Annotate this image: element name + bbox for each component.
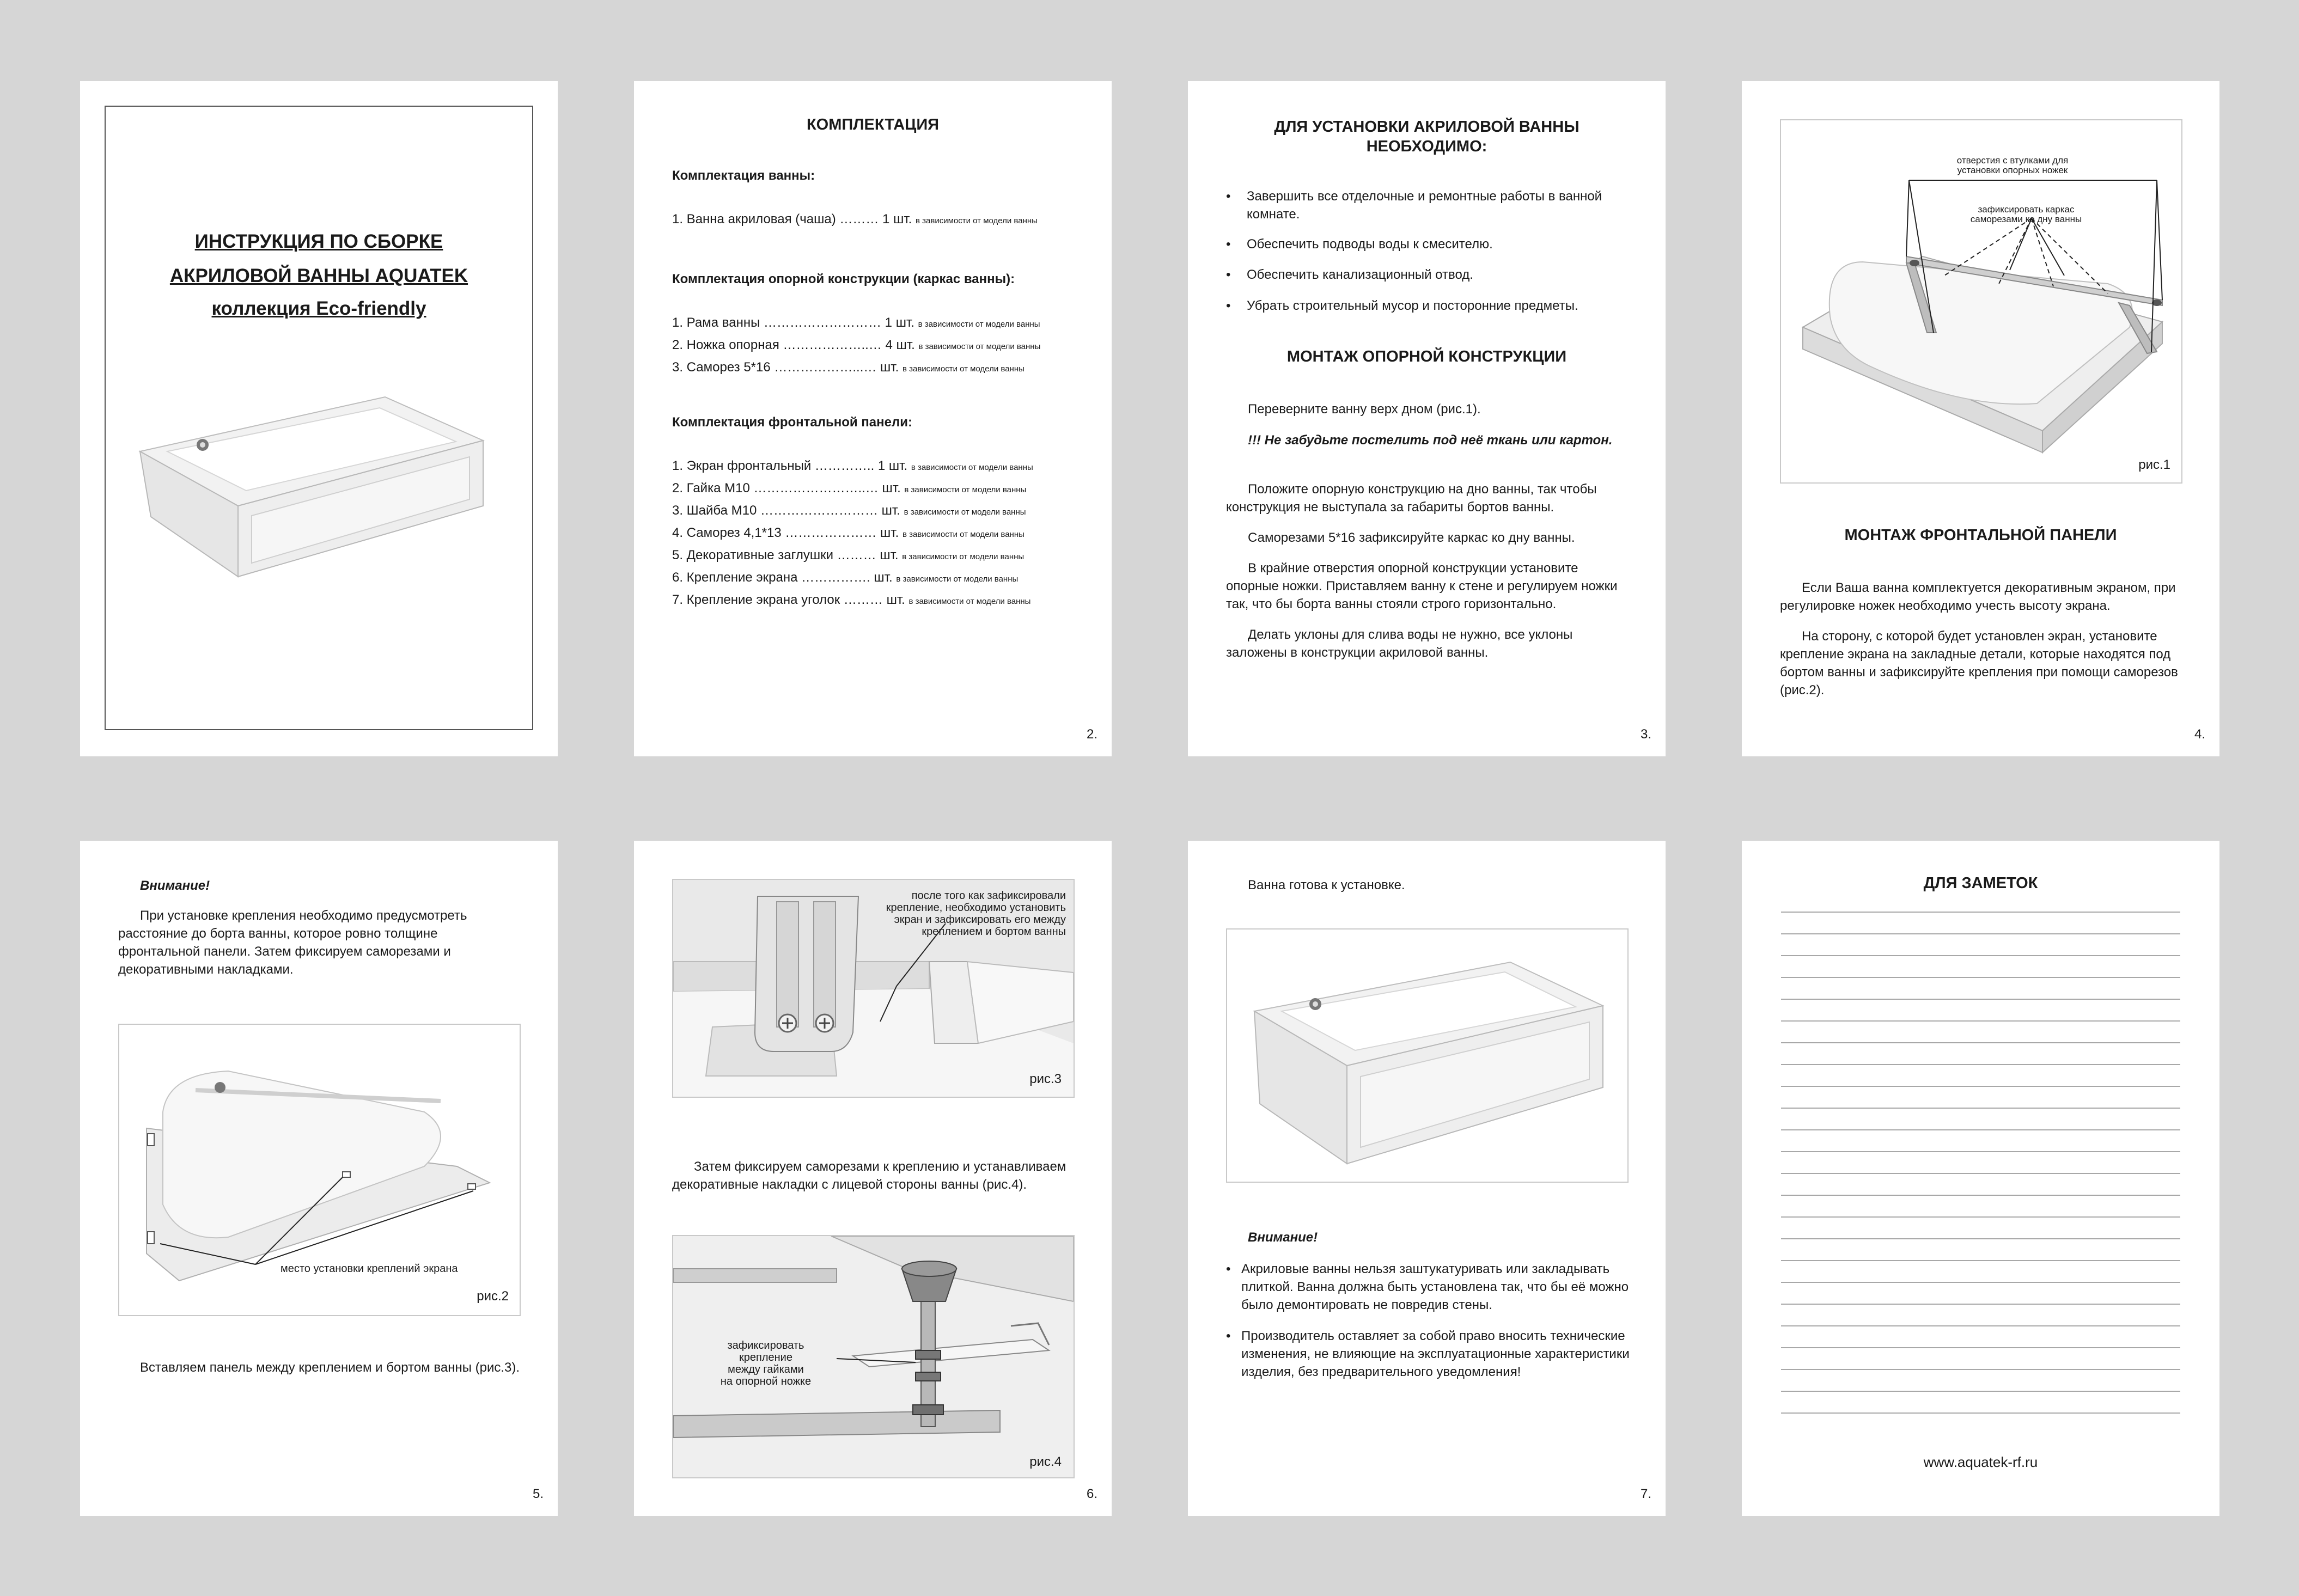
page-mounting: [80, 841, 558, 1516]
bathtub-illustration: [1227, 930, 1627, 1182]
front-panel-para-1: Если Ваша ванна комплектуется декоративным экраном, при регулировке ножек необходимо учесть высоту экрана.: [1780, 580, 2176, 613]
fig3-label: рис.3: [1029, 1072, 1062, 1086]
note-line: [1781, 1260, 2180, 1261]
fig1-label: рис.1: [2138, 457, 2170, 472]
kit-item: 1. Экран фронтальный ………….. 1 шт. в зависимости от модели ванны: [672, 458, 1033, 473]
kit-section-panel: Комплектация фронтальной панели:: [672, 415, 912, 430]
figure-ready-bathtub: [1226, 928, 1629, 1183]
note-line: [1781, 1238, 2180, 1239]
prep-title-1: ДЛЯ УСТАНОВКИ АКРИЛОВОЙ ВАННЫ: [1274, 118, 1580, 136]
support-warning: !!! Не забудьте постелить под неё ткань или картон.: [1248, 433, 1613, 448]
note-line: [1781, 1216, 2180, 1218]
ready-text: Ванна готова к установке.: [1248, 878, 1405, 892]
note-line: [1781, 1347, 2180, 1348]
kit-item: 2. Ножка опорная ………………..… 4 шт. в зависимости от модели ванны: [672, 338, 1041, 352]
website-link[interactable]: www.aquatek-rf.ru: [1923, 1454, 2038, 1470]
prep-bullet: • Обеспечить канализационный отвод.: [1226, 267, 1473, 282]
page-panel-fix: [634, 841, 1112, 1516]
note-line: [1781, 1391, 2180, 1392]
note-line: [1781, 999, 2180, 1000]
note-line: [1781, 1195, 2180, 1196]
kit-item: 1. Рама ванны ……………………… 1 шт. в зависимости от модели ванны: [672, 315, 1040, 330]
note-line: [1781, 933, 2180, 934]
note-line: [1781, 912, 2180, 913]
kit-item: 4. Саморез 4,1*13 ………………… шт. в зависимости от модели ванны: [672, 525, 1025, 540]
page-number: 2.: [1086, 727, 1097, 742]
note-line: [1781, 1064, 2180, 1065]
kit-item: 7. Крепление экрана уголок ……… шт. в зависимости от модели ванны: [672, 592, 1031, 607]
fig2-label: рис.2: [477, 1289, 509, 1304]
kit-section-bath: Комплектация ванны:: [672, 168, 815, 183]
support-para-5: Делать уклоны для слива воды не нужно, все уклоны заложены в конструкции акриловой ванны.: [1226, 627, 1573, 660]
warning-bullet: • Производитель оставляет за собой право вносить технические изменения, не влияющие на эксплуатационные характеристики изделия, без предварительного уведомления!: [1226, 1329, 1630, 1379]
fig3-note: после того как зафиксировали крепление, необходимо установить экран и зафиксировать его между креплением и бортом ванны: [886, 890, 1066, 938]
note-line: [1781, 1086, 2180, 1087]
page-front-panel: [1742, 81, 2219, 756]
kit-item: 3. Саморез 5*16 ………………...… шт. в зависимости от модели ванны: [672, 360, 1025, 375]
page-kit: [634, 81, 1112, 756]
kit-panel-list: [672, 456, 1033, 612]
bathtub-illustration: [135, 375, 505, 582]
prep-bullet: • Обеспечить подводы воды к смесителю.: [1226, 237, 1493, 252]
note-line: [1781, 1042, 2180, 1043]
fig4-label: рис.4: [1029, 1454, 1062, 1469]
figure-1: [1780, 119, 2182, 484]
page-cover: [80, 81, 558, 756]
page-number: 7.: [1640, 1487, 1651, 1501]
note-line: [1781, 1282, 2180, 1283]
note-line: [1781, 1369, 2180, 1370]
note-line: [1781, 1129, 2180, 1130]
cover-title-line-1: ИНСТРУКЦИЯ ПО СБОРКЕ: [194, 231, 443, 252]
page-ready: [1188, 841, 1666, 1516]
fig1-note-2: зафиксировать каркас саморезами ко дну ванны: [1970, 204, 2082, 224]
page-number: 4.: [2194, 727, 2205, 742]
mounting-para-2: Вставляем панель между креплением и бортом ванны (рис.3).: [140, 1360, 520, 1375]
prep-bullet: • Убрать строительный мусор и посторонние предметы.: [1226, 298, 1578, 313]
note-line: [1781, 1020, 2180, 1022]
kit-item: 2. Гайка М10 ……………………..… шт. в зависимости от модели ванны: [672, 481, 1027, 496]
attention-heading: Внимание!: [140, 878, 210, 893]
support-para-2: Положите опорную конструкцию на дно ванны, так чтобы конструкция не выступала за габариты бортов ванны.: [1226, 482, 1597, 515]
fig2-note: место установки креплений экрана: [280, 1263, 458, 1275]
prep-bullet: • Завершить все отделочные и ремонтные работы в ванной комнате.: [1226, 189, 1602, 222]
kit-item: 1. Ванна акриловая (чаша) ……… 1 шт. в зависимости от модели ванны: [672, 212, 1038, 227]
note-line: [1781, 1412, 2180, 1414]
page-preparation: [1188, 81, 1666, 756]
note-line: [1781, 1173, 2180, 1174]
mounting-para-1: При установке крепления необходимо предусмотреть расстояние до борта ванны, которое ровно толщине фронтальной панели. Затем фиксируем саморезами и декоративными накладками.: [118, 908, 467, 977]
note-line: [1781, 1108, 2180, 1109]
cover-title-line-3: коллекция Eco-friendly: [211, 298, 426, 319]
page-number: 6.: [1086, 1487, 1097, 1501]
support-para-4: В крайние отверстия опорной конструкции установите опорные ножки. Приставляем ванну к стене и регулируем ножки так, что бы борта ванны стояли строго горизонтально.: [1226, 561, 1618, 612]
front-panel-para-2: На сторону, с которой будет установлен экран, установите крепление экрана на закладные детали, которые находятся под бортом ванны и зафиксируйте крепления при помощи саморезов (рис.2).: [1780, 629, 2178, 698]
page-number: 3.: [1640, 727, 1651, 742]
support-para-1: Переверните ванну верх дном (рис.1).: [1248, 402, 1481, 417]
figure-3: [672, 879, 1075, 1098]
cover-title-line-2: АКРИЛОВОЙ ВАННЫ AQUATEK: [169, 265, 468, 286]
note-line: [1781, 977, 2180, 978]
kit-item: 6. Крепление экрана ……………. шт. в зависимости от модели ванны: [672, 570, 1019, 585]
kit-frame-list: [672, 313, 1040, 380]
note-line: [1781, 1325, 2180, 1326]
note-line: [1781, 955, 2180, 956]
kit-title: КОМПЛЕКТАЦИЯ: [806, 116, 940, 133]
page-notes: [1742, 841, 2219, 1516]
kit-bath-list: [672, 212, 1038, 227]
prep-title-2: НЕОБХОДИМО:: [1366, 138, 1487, 155]
figure-4: [672, 1235, 1075, 1478]
fig1-note-1: отверстия с втулками для установки опорных ножек: [1956, 155, 2069, 175]
panel-fix-para: Затем фиксируем саморезами к креплению и устанавливаем декоративные накладки с лицевой стороны ванны (рис.4).: [672, 1159, 1066, 1192]
kit-item: 3. Шайба М10 ……………………… шт. в зависимости от модели ванны: [672, 503, 1026, 518]
notes-title: ДЛЯ ЗАМЕТОК: [1923, 875, 2038, 892]
support-title: МОНТАЖ ОПОРНОЙ КОНСТРУКЦИИ: [1286, 348, 1567, 365]
front-panel-title: МОНТАЖ ФРОНТАЛЬНОЙ ПАНЕЛИ: [1844, 527, 2117, 544]
kit-section-frame: Комплектация опорной конструкции (каркас ванны):: [672, 272, 1015, 286]
warning-bullet: • Акриловые ванны нельзя заштукатуривать или закладывать плиткой. Ванна должна быть установлена так, что бы её можно было демонтировать не повредив стены.: [1226, 1262, 1629, 1312]
fig4-note: зафиксировать крепление между гайками на опорной ножке: [720, 1340, 812, 1387]
figure-2: [118, 1024, 521, 1316]
note-line: [1781, 1151, 2180, 1152]
support-para-3: Саморезами 5*16 зафиксируйте каркас ко дну ванны.: [1248, 530, 1575, 545]
note-line: [1781, 1304, 2180, 1305]
attention-heading: Внимание!: [1248, 1230, 1318, 1245]
kit-item: 5. Декоративные заглушки ……… шт. в зависимости от модели ванны: [672, 548, 1025, 562]
page-number: 5.: [532, 1487, 544, 1501]
